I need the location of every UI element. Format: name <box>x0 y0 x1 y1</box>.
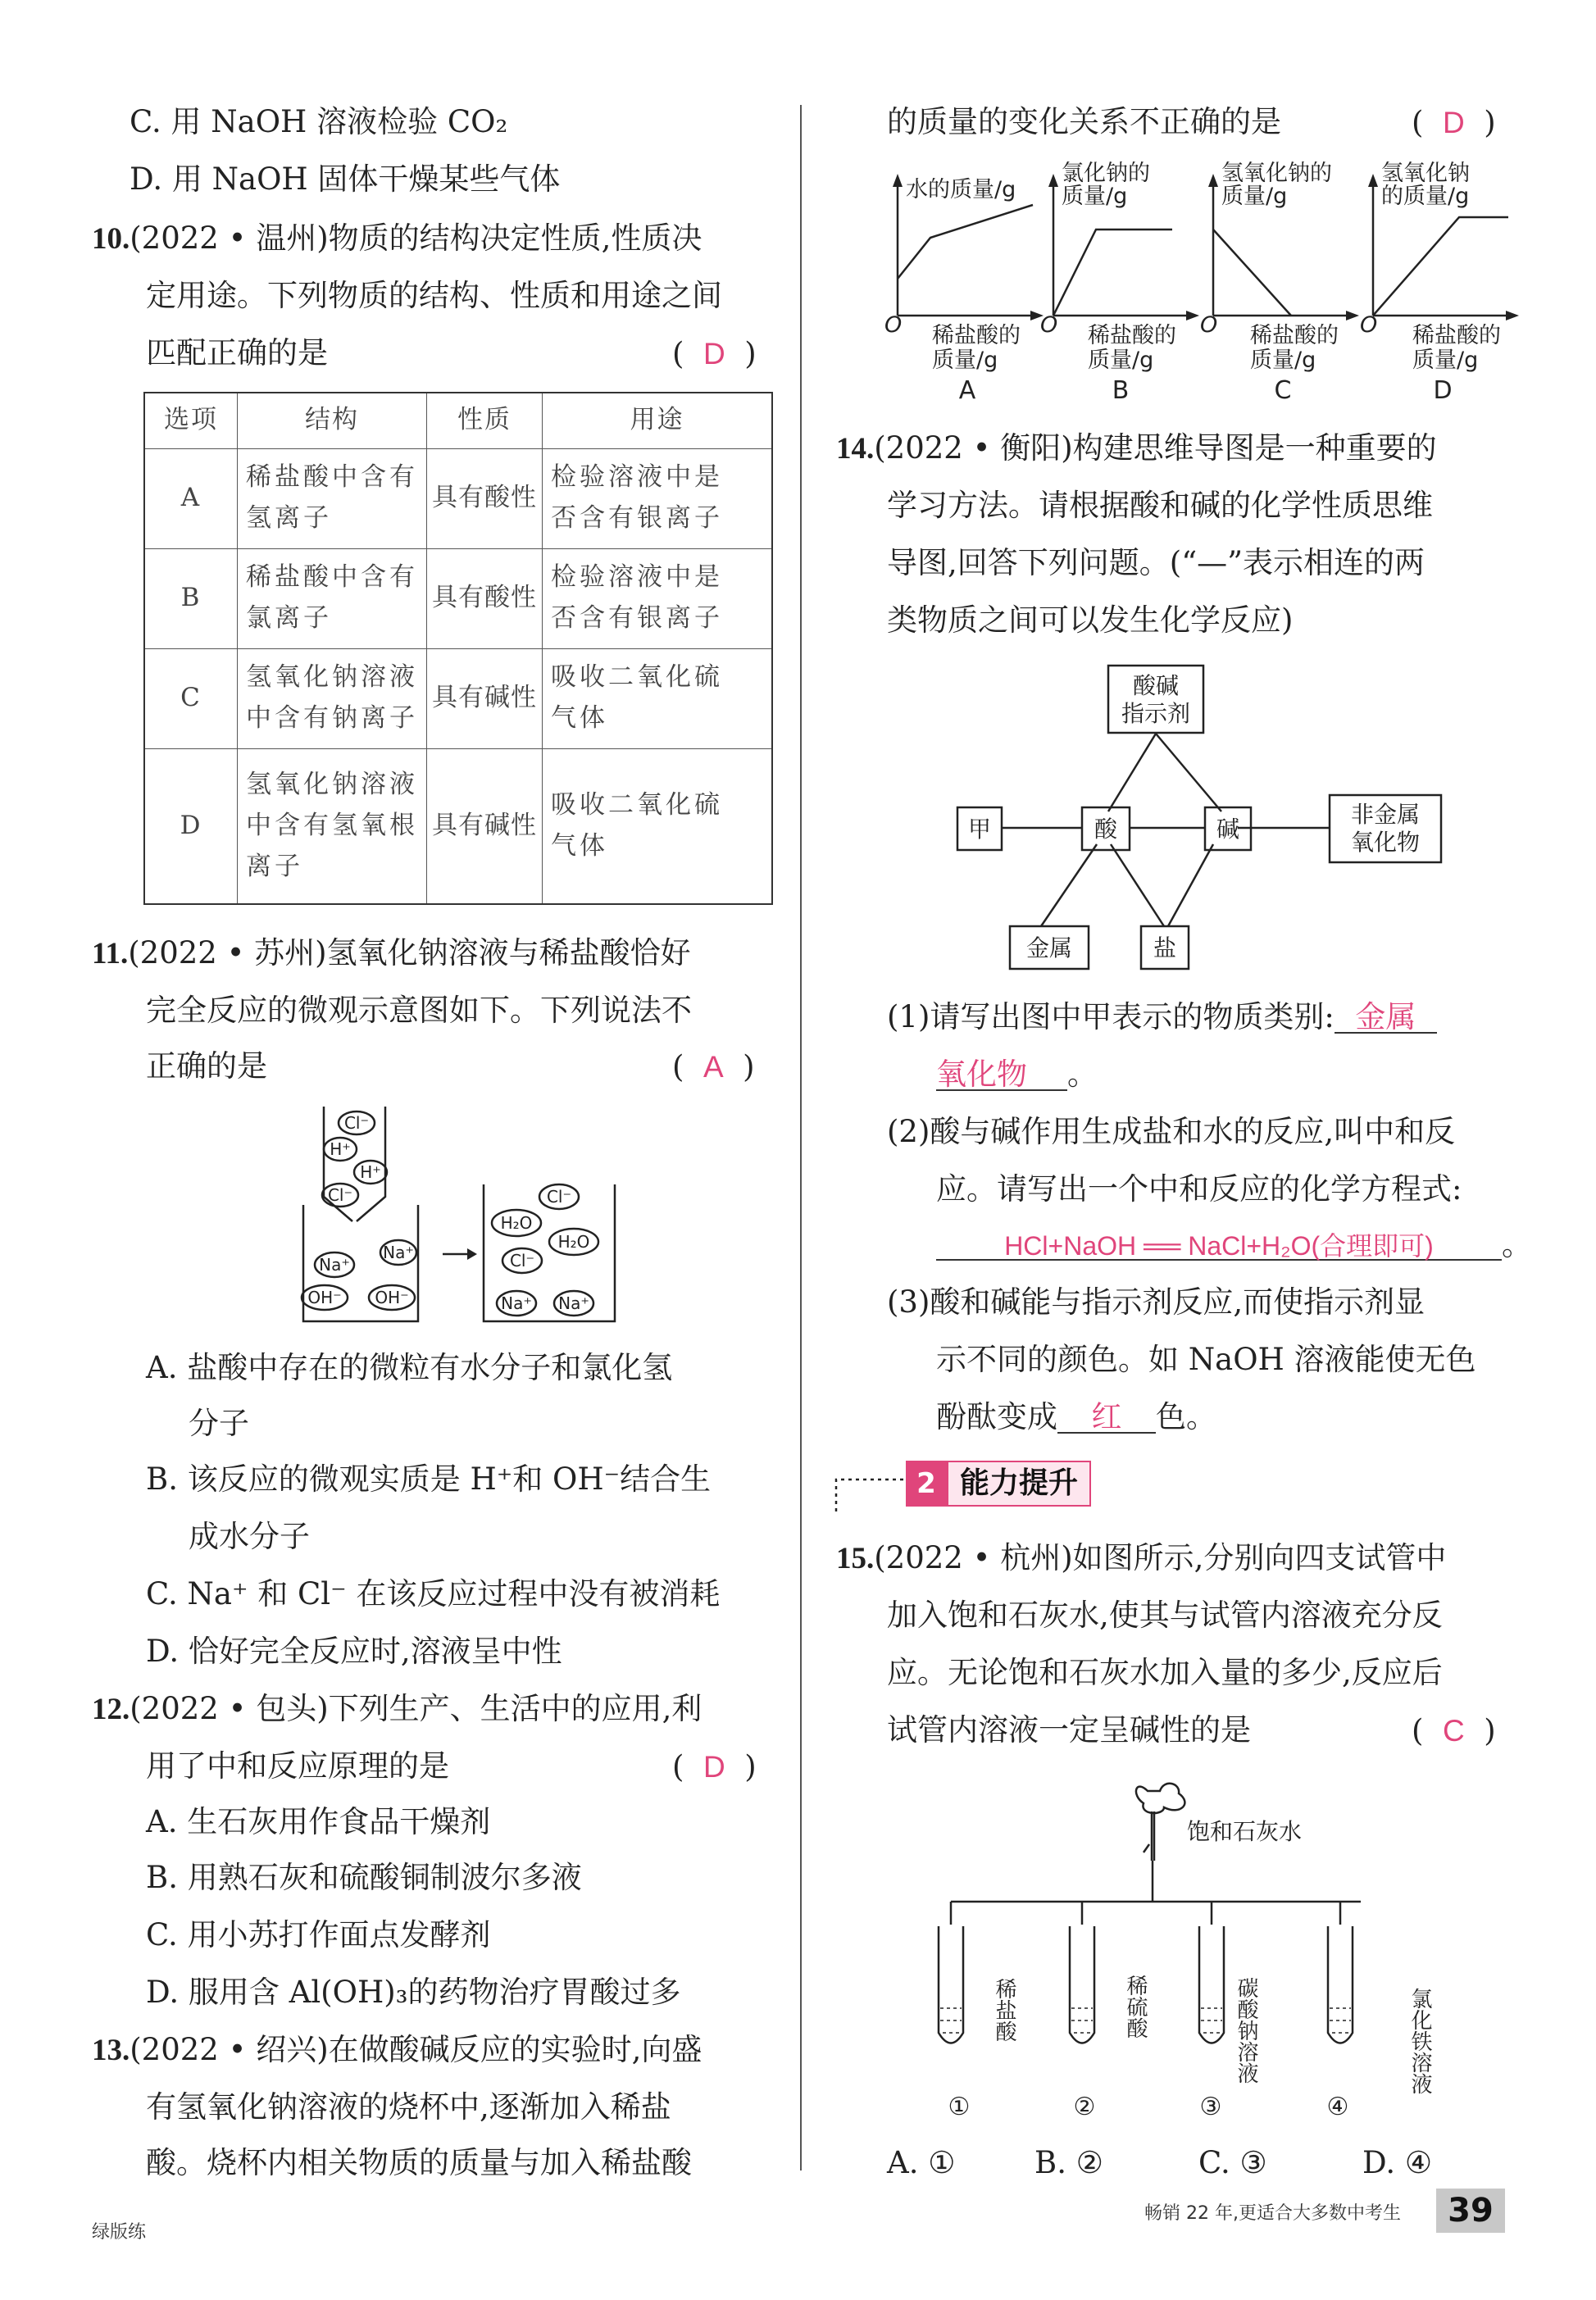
svg-text:的质量/g: 的质量/g <box>1381 184 1470 209</box>
q15-answer: ( C ) <box>1412 1713 1496 1748</box>
q11-stem-2: 完全反应的微观示意图如下。下列说法不 <box>146 993 692 1028</box>
q15-stem-2: 加入饱和石灰水,使其与试管内溶液充分反 <box>887 1598 1443 1633</box>
table-row: B 稀盐酸中含有 氯离子 具有酸性 检验溶液中是 否含有银离子 <box>144 548 772 648</box>
q10-stem-3: 匹配正确的是 <box>146 335 328 370</box>
column-divider <box>800 105 802 2170</box>
svg-text:氧化物: 氧化物 <box>1350 829 1421 856</box>
q10-stem-1: 10.(2022 • 温州)物质的结构决定性质,性质决 <box>92 220 703 256</box>
svg-text:质量/g: 质量/g <box>932 348 998 373</box>
svg-text:碱: 碱 <box>1216 816 1240 843</box>
svg-text:O: O <box>884 312 903 338</box>
svg-text:碳酸钠溶液: 碳酸钠溶液 <box>1234 1977 1258 2084</box>
q12-option-b: B. 用熟石灰和硫酸铜制波尔多液 <box>146 1860 582 1895</box>
svg-text:③: ③ <box>1199 2093 1222 2121</box>
svg-text:氢氧化钠的: 氢氧化钠的 <box>1221 161 1332 186</box>
q14-part3-1: (3)酸和碱能与指示剂反应,而使指示剂显 <box>887 1284 1425 1320</box>
q15-stem-3: 应。无论饱和石灰水加入量的多少,反应后 <box>887 1655 1443 1690</box>
table-header: 性质 <box>427 393 543 448</box>
q15-option-d: D. ④ <box>1362 2145 1433 2180</box>
q11-option-a: A. 盐酸中存在的微粒有水分子和氯化氢 <box>146 1350 673 1385</box>
footer-right: 畅销 22 年,更适合大多数中考生 <box>1144 2203 1401 2224</box>
svg-text:D: D <box>1433 376 1453 405</box>
q12-answer: ( D ) <box>672 1749 757 1784</box>
svg-text:OH⁻: OH⁻ <box>375 1288 409 1307</box>
q13-stem-4: 的质量的变化关系不正确的是 <box>887 104 1281 139</box>
svg-text:盐: 盐 <box>1153 934 1177 961</box>
q14-part1: (1)请写出图中甲表示的物质类别: 金属 <box>887 1002 1437 1034</box>
q14-stem-2: 学习方法。请根据酸和碱的化学性质思维 <box>887 488 1433 523</box>
page-number: 39 <box>1436 2189 1505 2233</box>
q14-part2-2: 应。请写出一个中和反应的化学方程式: <box>936 1171 1462 1207</box>
q12-stem-2: 用了中和反应原理的是 <box>146 1748 449 1784</box>
svg-text:酸: 酸 <box>1094 816 1118 843</box>
svg-text:Cl⁻: Cl⁻ <box>327 1185 353 1205</box>
svg-text:稀盐酸的: 稀盐酸的 <box>932 323 1021 348</box>
svg-text:④: ④ <box>1326 2093 1349 2121</box>
q14-part3-3: 酚酞变成 红 色。 <box>936 1399 1216 1434</box>
q14-stem-1: 14.(2022 • 衡阳)构建思维导图是一种重要的 <box>836 430 1437 466</box>
svg-text:Cl⁻: Cl⁻ <box>343 1113 370 1133</box>
q11-answer: ( A ) <box>672 1049 755 1084</box>
q13-stem-1: 13.(2022 • 绍兴)在做酸碱反应的实验时,向盛 <box>92 2032 703 2067</box>
svg-text:质量/g: 质量/g <box>1250 348 1316 373</box>
table-header: 结构 <box>238 393 427 448</box>
svg-text:Cl⁻: Cl⁻ <box>509 1251 535 1270</box>
q14-part1-cont: 氧化物 。 <box>936 1057 1098 1092</box>
svg-text:B: B <box>1112 376 1130 405</box>
q15-option-b: B. ② <box>1034 2145 1103 2180</box>
q9-option-c: C. 用 NaOH 溶液检验 CO₂ <box>130 104 508 139</box>
q12-stem-1: 12.(2022 • 包头)下列生产、生活中的应用,利 <box>92 1691 703 1726</box>
svg-text:O: O <box>1040 312 1058 338</box>
svg-text:稀盐酸的: 稀盐酸的 <box>1412 323 1501 348</box>
svg-text:H⁺: H⁺ <box>330 1139 351 1159</box>
table-row: A 稀盐酸中含有 氢离子 具有酸性 检验溶液中是 否含有银离子 <box>144 448 772 548</box>
q10-stem-2: 定用途。下列物质的结构、性质和用途之间 <box>146 278 722 313</box>
svg-text:氯化铁溶液: 氯化铁溶液 <box>1407 1988 1432 2094</box>
svg-text:质量/g: 质量/g <box>1088 348 1154 373</box>
svg-text:Na⁺: Na⁺ <box>383 1243 414 1262</box>
q15-test-tubes <box>918 1770 1525 2131</box>
table-header: 选项 <box>144 393 238 448</box>
svg-text:稀盐酸: 稀盐酸 <box>992 1978 1016 2042</box>
svg-text:质量/g: 质量/g <box>1221 184 1288 209</box>
q15-option-c: C. ③ <box>1198 2145 1267 2180</box>
svg-text:酸碱: 酸碱 <box>1132 672 1180 699</box>
q14-part2-1: (2)酸与碱作用生成盐和水的反应,叫中和反 <box>887 1114 1456 1149</box>
svg-text:H₂O: H₂O <box>500 1213 533 1233</box>
svg-text:Cl⁻: Cl⁻ <box>546 1187 572 1207</box>
svg-text:甲: 甲 <box>967 816 992 843</box>
svg-text:质量/g: 质量/g <box>1412 348 1479 373</box>
svg-text:氯化钠的: 氯化钠的 <box>1062 161 1150 186</box>
section-dotted-lead <box>832 1459 914 1516</box>
svg-text:OH⁻: OH⁻ <box>307 1288 342 1307</box>
q14-mind-map <box>951 656 1459 984</box>
q11-option-c: C. Na⁺ 和 Cl⁻ 在该反应过程中没有被消耗 <box>146 1576 721 1611</box>
svg-text:Na⁺: Na⁺ <box>558 1293 589 1313</box>
svg-text:H⁺: H⁺ <box>360 1162 381 1182</box>
svg-text:H₂O: H₂O <box>557 1232 590 1252</box>
svg-text:稀盐酸的: 稀盐酸的 <box>1250 323 1339 348</box>
q9-option-d: D. 用 NaOH 固体干燥某些气体 <box>130 161 561 197</box>
svg-text:A: A <box>958 376 976 405</box>
table-header: 用途 <box>543 393 773 448</box>
svg-text:Na⁺: Na⁺ <box>319 1255 350 1275</box>
svg-text:C: C <box>1274 376 1292 405</box>
q13-stem-2: 有氢氧化钠溶液的烧杯中,逐渐加入稀盐 <box>146 2089 671 2125</box>
q11-stem-3: 正确的是 <box>146 1048 267 1084</box>
q10-answer: ( D ) <box>672 336 757 371</box>
q11-option-b-cont: 成水分子 <box>189 1519 310 1554</box>
q11-stem-1: 11.(2022 • 苏州)氢氧化钠溶液与稀盐酸恰好 <box>92 935 691 970</box>
svg-text:O: O <box>1360 312 1378 338</box>
svg-text:O: O <box>1200 312 1218 338</box>
q14-part3-2: 示不同的颜色。如 NaOH 溶液能使无色 <box>936 1342 1476 1377</box>
q15-stem-4: 试管内溶液一定呈碱性的是 <box>887 1712 1251 1748</box>
svg-text:非金属: 非金属 <box>1350 801 1421 828</box>
q11-option-a-cont: 分子 <box>189 1406 249 1441</box>
svg-text:金属: 金属 <box>1025 934 1073 961</box>
q13-graphs <box>881 156 1521 410</box>
svg-text:Na⁺: Na⁺ <box>501 1293 532 1313</box>
q10-options-table <box>143 392 773 905</box>
svg-text:指示剂: 指示剂 <box>1121 700 1191 727</box>
q15-stem-1: 15.(2022 • 杭州)如图所示,分别向四支试管中 <box>836 1540 1447 1575</box>
table-row: D 氢氧化钠溶液 中含有氢氧根 离子 具有碱性 吸收二氧化硫 气体 <box>144 748 772 904</box>
q13-stem-3: 酸。烧杯内相关物质的质量与加入稀盐酸 <box>146 2145 692 2180</box>
q14-stem-4: 类物质之间可以发生化学反应) <box>887 602 1294 638</box>
q13-answer: ( D ) <box>1412 105 1496 140</box>
svg-text:氢氧化钠: 氢氧化钠 <box>1381 161 1470 186</box>
q15-option-a: A. ① <box>887 2145 956 2180</box>
svg-text:饱和石灰水: 饱和石灰水 <box>1187 1818 1303 1845</box>
q12-option-a: A. 生石灰用作食品干燥剂 <box>146 1804 491 1839</box>
svg-text:①: ① <box>948 2093 971 2121</box>
svg-text:水的质量/g: 水的质量/g <box>906 177 1016 202</box>
svg-text:②: ② <box>1073 2093 1096 2121</box>
q11-option-b: B. 该反应的微观实质是 H⁺和 OH⁻结合生 <box>146 1461 712 1497</box>
table-row: C 氢氧化钠溶液 中含有钠离子 具有碱性 吸收二氧化硫 气体 <box>144 648 772 748</box>
q11-micro-diagram <box>295 1098 639 1332</box>
q14-part2-answer: HCl+NaOH ══ NaCl+H₂O(合理即可) 。 <box>936 1230 1532 1261</box>
footer-left: 绿版练 <box>92 2222 147 2243</box>
q12-option-d: D. 服用含 Al(OH)₃的药物治疗胃酸过多 <box>146 1975 681 2010</box>
svg-text:质量/g: 质量/g <box>1062 184 1128 209</box>
section-header: 2 能力提升 <box>906 1461 1091 1507</box>
svg-text:稀盐酸的: 稀盐酸的 <box>1088 323 1176 348</box>
q11-option-d: D. 恰好完全反应时,溶液呈中性 <box>146 1634 562 1669</box>
q12-option-c: C. 用小苏打作面点发酵剂 <box>146 1917 491 1952</box>
q14-stem-3: 导图,回答下列问题。(“—”表示相连的两 <box>887 545 1425 580</box>
svg-text:稀硫酸: 稀硫酸 <box>1123 1975 1148 2039</box>
